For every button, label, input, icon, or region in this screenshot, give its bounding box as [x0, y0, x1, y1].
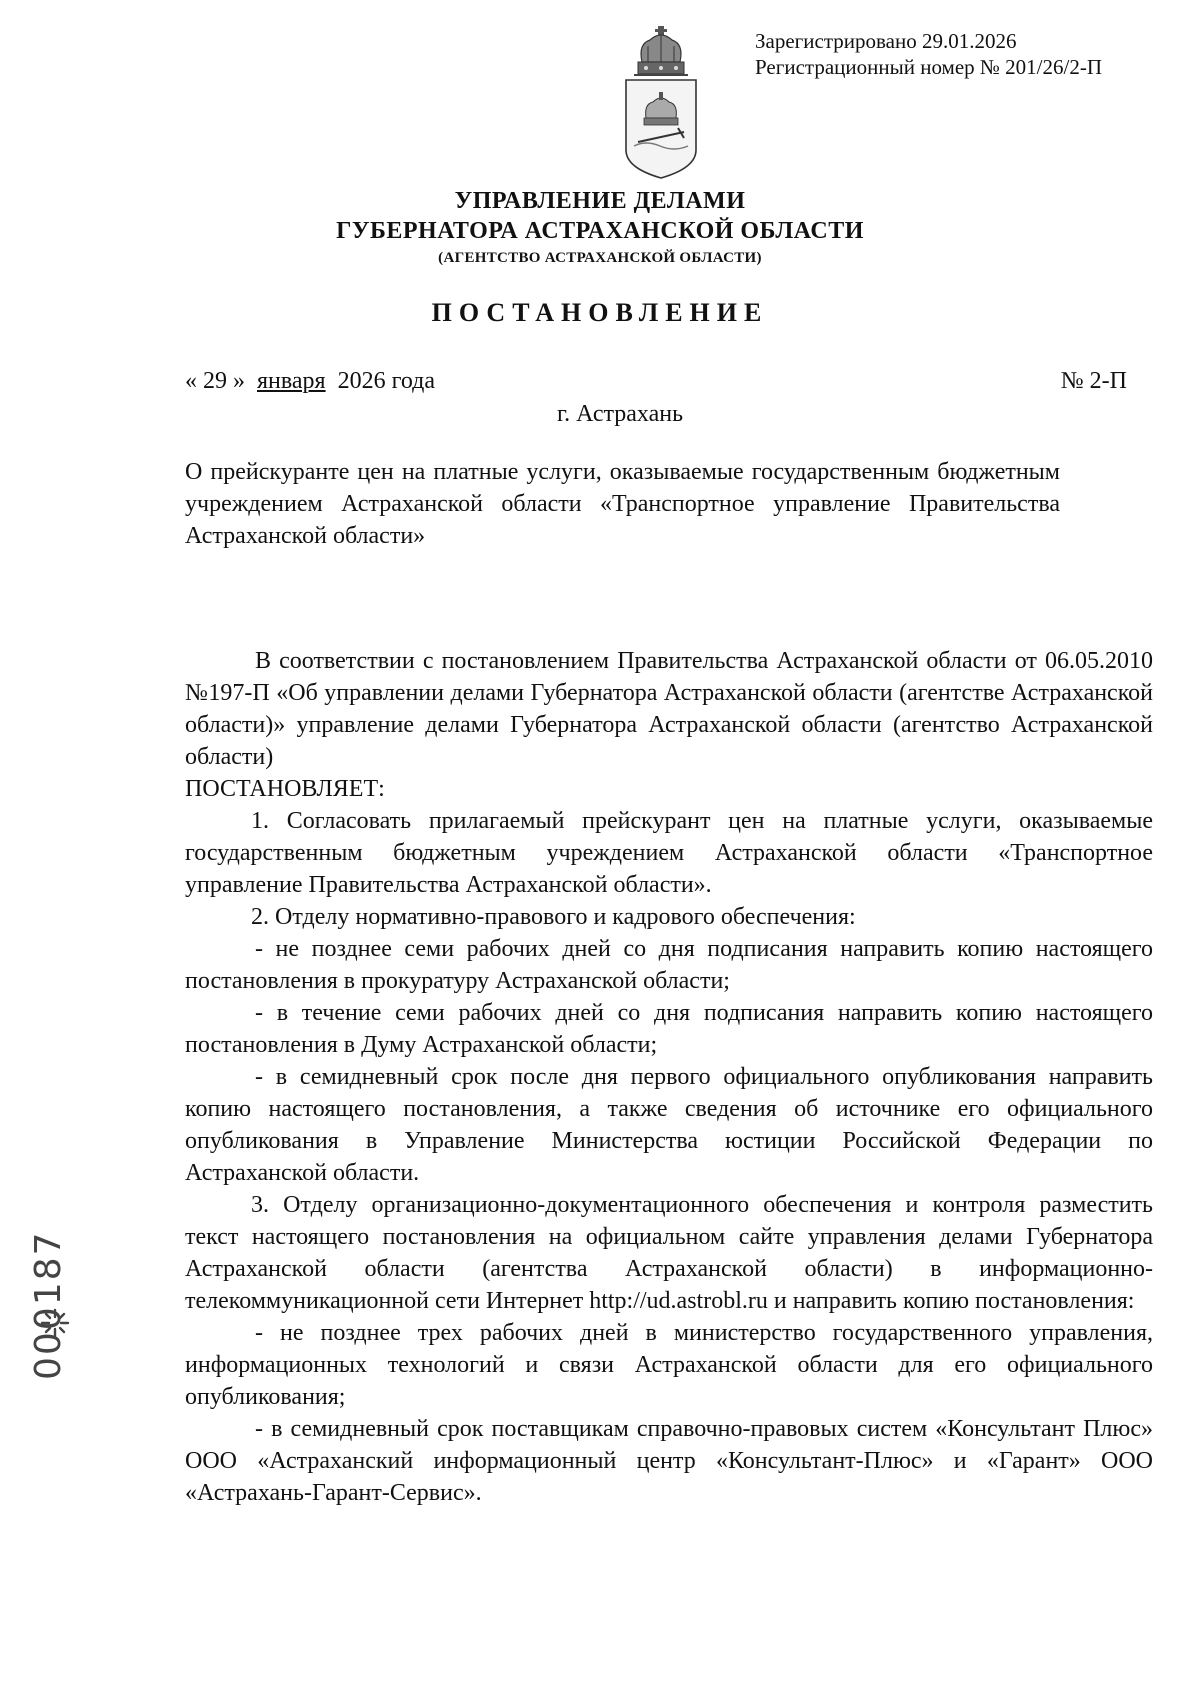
preamble-paragraph: В соответствии с постановлением Правительства Астраханской области от 06.05.2010 №197-П «Об управлении делами Губернатора Астраханской области (агентстве Астраханской области)» управление делами Губернатора Астраханской области (агентство Астраханской области): [185, 648, 1153, 770]
document-city: г. Астрахань: [556, 401, 684, 427]
item-2-b: - в течение семи рабочих дней со дня подписания направить копию настоящего постановления в Думу Астраханской области;: [185, 1000, 1153, 1058]
registration-stamp: [755, 28, 1102, 80]
date-month: января: [257, 368, 326, 394]
document-subject: О прейскуранте цен на платные услуги, оказываемые государственным бюджетным учреждением Астраханской области «Транспортное управление Правительства Астраханской области»: [185, 459, 1060, 549]
resolves-heading: ПОСТАНОВЛЯЕТ:: [185, 776, 385, 802]
item-2-a: - не позднее семи рабочих дней со дня подписания направить копию настоящего постановления в прокуратуру Астраханской области;: [185, 936, 1153, 994]
date-year: 2026 года: [337, 368, 436, 394]
org-name-line1: УПРАВЛЕНИЕ ДЕЛАМИ: [454, 188, 746, 214]
document-type-title: ПОСТАНОВЛЕНИЕ: [431, 298, 769, 327]
document-number: № 2-П: [1060, 368, 1127, 394]
date-day: « 29 »: [185, 368, 245, 394]
item-3-a: - не позднее трех рабочих дней в министерство государственного управления, информационных технологий и связи Астраханской области для его официального опубликования;: [185, 1320, 1153, 1410]
item-3: 3. Отделу организационно-документационного обеспечения и контроля разместить текст настоящего постановления на официальном сайте управления делами Губернатора Астраханской области (агентства Астраханской области) в информационно-телекоммуникационной сети Интернет http://ud.astrobl.ru и направить копию постановления:: [185, 1192, 1153, 1314]
org-name-line2: ГУБЕРНАТОРА АСТРАХАНСКОЙ ОБЛАСТИ: [336, 218, 864, 244]
item-2: 2. Отделу нормативно-правового и кадрового обеспечения:: [251, 904, 856, 930]
coat-of-arms-icon: [620, 22, 702, 180]
org-name-line3: (АГЕНТСТВО АСТРАХАНСКОЙ ОБЛАСТИ): [438, 250, 762, 266]
document-body: [185, 645, 1153, 1509]
document-date: [185, 368, 435, 395]
side-document-code: 000187: [28, 1230, 69, 1380]
item-2-c: - в семидневный срок после дня первого официального опубликования направить копию настоящего постановления, а также сведения об источнике его официального опубликования в Управление Министерства юстиции Российской Федерации по Астраханской области.: [185, 1064, 1153, 1186]
item-3-b: - в семидневный срок поставщикам справочно-правовых систем «Консультант Плюс» ООО «Астраханский информационный центр «Консультант-Плюс» и «Гарант» ООО «Астрахань-Гарант-Сервис».: [185, 1416, 1153, 1506]
registration-date: Зарегистрировано 29.01.2026: [755, 29, 1017, 53]
item-1: 1. Согласовать прилагаемый прейскурант цен на платные услуги, оказываемые государственным бюджетным учреждением Астраханской области «Транспортное управление Правительства Астраханской области».: [185, 808, 1153, 898]
registration-number: Регистрационный номер № 201/26/2-П: [755, 55, 1103, 79]
